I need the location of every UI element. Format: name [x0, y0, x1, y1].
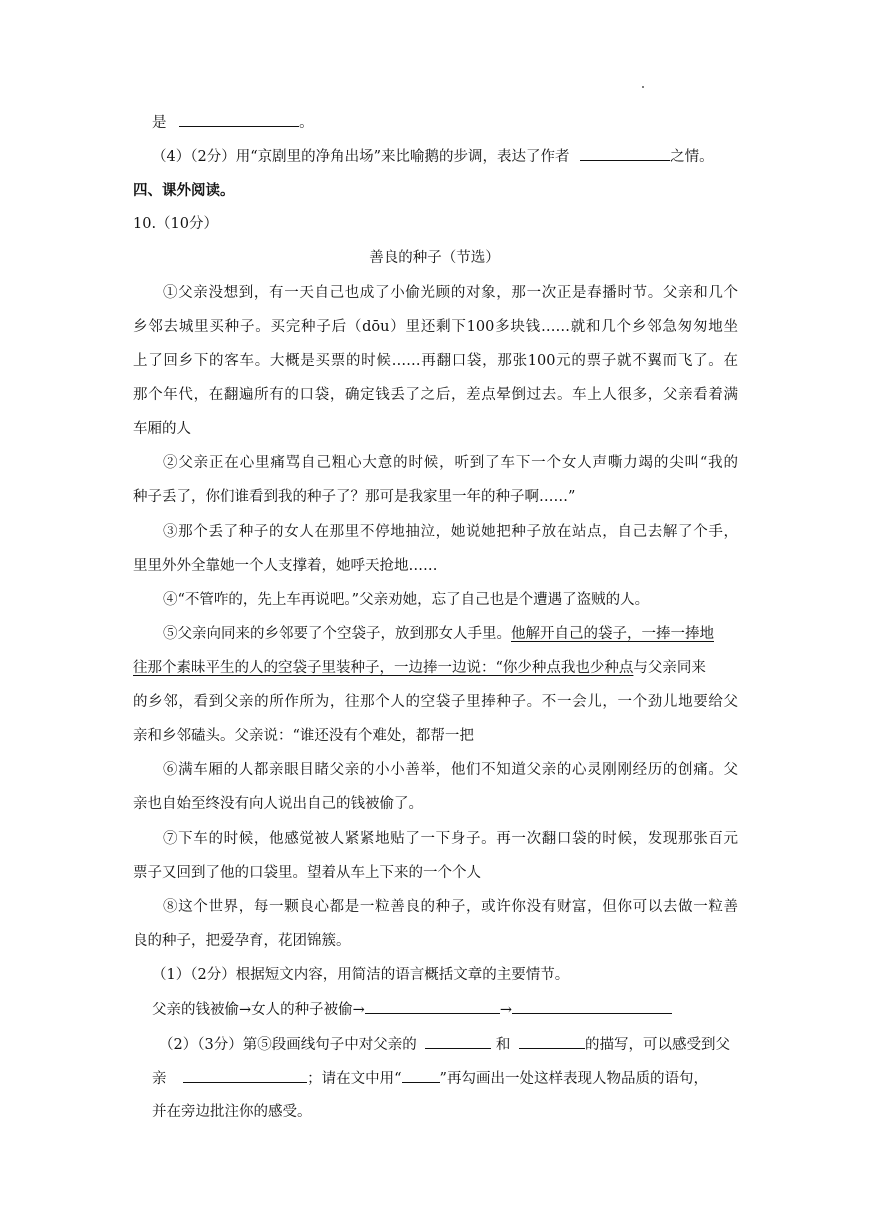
passage-text: 与父亲同来: [633, 660, 706, 676]
passage-line: 票子又回到了他的口袋里。望着从车上下来的一个个人: [133, 865, 481, 881]
answer-blank[interactable]: [580, 146, 670, 161]
section-heading: 四、课外阅读。: [133, 183, 235, 199]
passage-line: 种子丢了，你们谁看到我的种子了？那可是我家里一年的种子啊……”: [133, 489, 576, 505]
question-4-text: （4）（2分）用“京剧里的净角出场”来比喻鹅的步调，表达了作者: [152, 149, 570, 165]
question-2: [159, 1034, 730, 1055]
question-1: （1）（2分）根据短文内容，用简洁的语言概括文章的主要情节。: [152, 967, 570, 983]
passage-title: 善良的种子（节选）: [369, 250, 500, 266]
passage-line: 良的种子，把爱孕育，花团锦簇。: [133, 933, 351, 949]
answer-blank[interactable]: [179, 112, 299, 127]
passage-line: 乡邻去城里买种子。买完种子后（dōu）里还剩下100多块钱……就和几个乡邻急匆匆地坐: [133, 319, 738, 335]
passage-text: ⑤父亲向同来的乡邻要了个空袋子，放到那女人手里。: [163, 626, 511, 642]
question-2-text: ；请在文中用“: [307, 1071, 402, 1087]
passage-line: 亲也自始至终没有向人说出自己的钱被偷了。: [133, 796, 423, 812]
passage-line: [163, 624, 714, 644]
question-1-chain: [152, 999, 672, 1020]
question-2-text: 的描写，可以感受到父: [585, 1037, 731, 1053]
passage-line: 里里外外全靠她一个人支撑着，她呼天抢地……: [133, 558, 438, 574]
answer-blank[interactable]: [425, 1034, 491, 1049]
passage-line: ②父亲正在心里痛骂自己粗心大意的时候，听到了车下一个女人声嘶力竭的尖叫“我的: [163, 455, 738, 471]
question-2-line3: 并在旁边批注你的感受。: [152, 1104, 312, 1120]
underline-sample: [402, 1068, 440, 1083]
question-4-suffix: 之情。: [670, 149, 714, 165]
question-2-text: ”再勾画出一处这样表现人物品质的语句，: [439, 1071, 708, 1087]
underlined-sentence: 往那个素昧平生的人的空袋子里装种子，一边捧一边说：“你少种点我也少种点: [133, 660, 634, 676]
answer-blank[interactable]: [519, 1034, 585, 1049]
page-dot: [642, 86, 644, 88]
arrow: →: [499, 1002, 512, 1018]
question-2-text: 和: [495, 1037, 511, 1053]
question-2-text: （2）（3分）第⑤段画线句子中对父亲的: [159, 1037, 417, 1053]
fragment-prefix: 是: [152, 115, 167, 131]
chain-text: 父亲的钱被偷→女人的种子被偷→: [152, 1002, 365, 1018]
passage-line: 车厢的人: [133, 421, 191, 437]
question-4: [152, 146, 714, 167]
passage-line: 亲和乡邻磕头。父亲说：“谁还没有个难处，都帮一把: [133, 728, 474, 744]
question-number: 10.（10分）: [133, 216, 219, 232]
passage-line: ①父亲没想到，有一天自己也成了小偷光顾的对象，那一次正是春播时节。父亲和几个: [163, 285, 738, 301]
passage-line: ⑧这个世界，每一颗良心都是一粒善良的种子，或许你没有财富，但你可以去做一粒善: [163, 899, 738, 915]
question-2-text: 亲: [152, 1071, 167, 1087]
underlined-sentence: 他解开自己的袋子，一捧一捧地: [511, 626, 714, 642]
answer-line-fragment: [152, 112, 314, 133]
question-2-line2: [152, 1068, 708, 1089]
passage-line: 那个年代，在翻遍所有的口袋，确定钱丢了之后，差点晕倒过去。车上人很多，父亲看着满: [133, 387, 738, 403]
fragment-suffix: 。: [299, 115, 314, 131]
answer-blank[interactable]: [183, 1068, 307, 1083]
passage-line: ⑥满车厢的人都亲眼目睹父亲的小小善举，他们不知道父亲的心灵刚刚经历的创痛。父: [163, 762, 738, 778]
passage-line: 的乡邻，看到父亲的所作所为，往那个人的空袋子里捧种子。不一会儿，一个劲儿地要给父: [133, 694, 738, 710]
passage-line: ④“不管咋的，先上车再说吧。”父亲劝她，忘了自己也是个遭遇了盗贼的人。: [163, 592, 650, 608]
passage-line: 上了回乡下的客车。大概是买票的时候……再翻口袋，那张100元的票子就不翼而飞了。在: [133, 353, 738, 369]
answer-blank[interactable]: [365, 999, 500, 1014]
answer-blank[interactable]: [512, 999, 672, 1014]
passage-line: ⑦下车的时候，他感觉被人紧紧地贴了一下身子。再一次翻口袋的时候，发现那张百元: [163, 831, 738, 847]
passage-line: [133, 658, 706, 678]
passage-line: ③那个丢了种子的女人在那里不停地抽泣，她说她把种子放在站点，自己去解了个手，: [163, 524, 738, 540]
